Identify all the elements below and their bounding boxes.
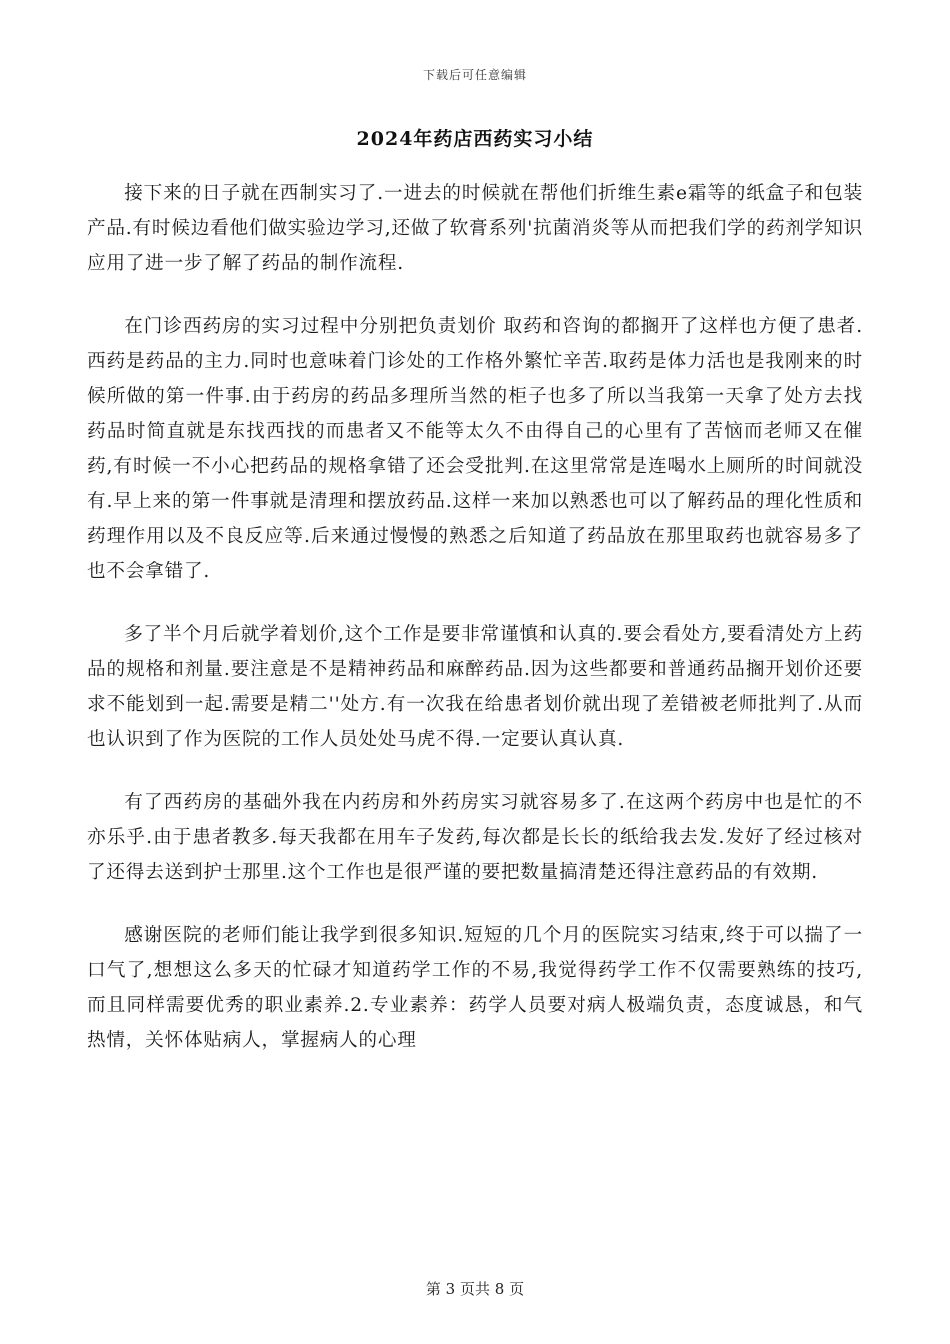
paragraph: 接下来的日子就在西制实习了.一进去的时候就在帮他们折维生素e霜等的纸盒子和包装产品.有时候边看他们做实验边学习,还做了软膏系列'抗菌消炎等从而把我们学的药剂学知识应用了进一步了解了药品的制作流程. xyxy=(87,183,863,274)
page-number: 第 3 页共 8 页 xyxy=(425,1280,525,1298)
paragraph: 感谢医院的老师们能让我学到很多知识.短短的几个月的医院实习结束,终于可以揣了一口气了,想想这么多天的忙碌才知道药学工作的不易,我觉得药学工作不仅需要熟练的技巧,而且同样需要优秀的职业素养.2.专业素养：药学人员要对病人极端负责，态度诚恳，和气热情，关怀体贴病人，掌握病人的心理 xyxy=(87,925,863,1051)
paragraph: 多了半个月后就学着划价,这个工作是要非常谨慎和认真的.要会看处方,要看清处方上药品的规格和剂量.要注意是不是精神药品和麻醉药品.因为这些都要和普通药品搁开划价还要求不能划到一起.需要是精二''处方.有一次我在给患者划价就出现了差错被老师批判了.从而也认识到了作为医院的工作人员处处马虎不得.一定要认真认真. xyxy=(87,624,863,750)
document-title: 2024年药店西药实习小结 xyxy=(356,128,594,150)
header-note: 下载后可任意编辑 xyxy=(422,68,527,82)
paragraph: 在门诊西药房的实习过程中分别把负责划价 取药和咨询的都搁开了这样也方便了患者.西药是药品的主力.同时也意味着门诊处的工作格外繁忙辛苦.取药是体力活也是我刚来的时候所做的第一件事.由于药房的药品多理所当然的柜子也多了所以当我第一天拿了处方去找药品时简直就是东找西找的而患者又不能等太久不由得自己的心里有了苦恼而老师又在催药,有时候一不小心把药品的规格拿错了还会受批判.在这里常常是连喝水上厕所的时间就没有.早上来的第一件事就是清理和摆放药品.这样一来加以熟悉也可以了解药品的理化性质和药理作用以及不良反应等.后来通过慢慢的熟悉之后知道了药品放在那里取药也就容易多了也不会拿错了. xyxy=(87,316,863,582)
paragraph: 有了西药房的基础外我在内药房和外药房实习就容易多了.在这两个药房中也是忙的不亦乐乎.由于患者教多.每天我都在用车子发药,每次都是长长的纸给我去发.发好了经过核对了还得去送到护士那里.这个工作也是很严谨的要把数量搞清楚还得注意药品的有效期. xyxy=(87,792,863,883)
document-body xyxy=(87,176,863,1086)
